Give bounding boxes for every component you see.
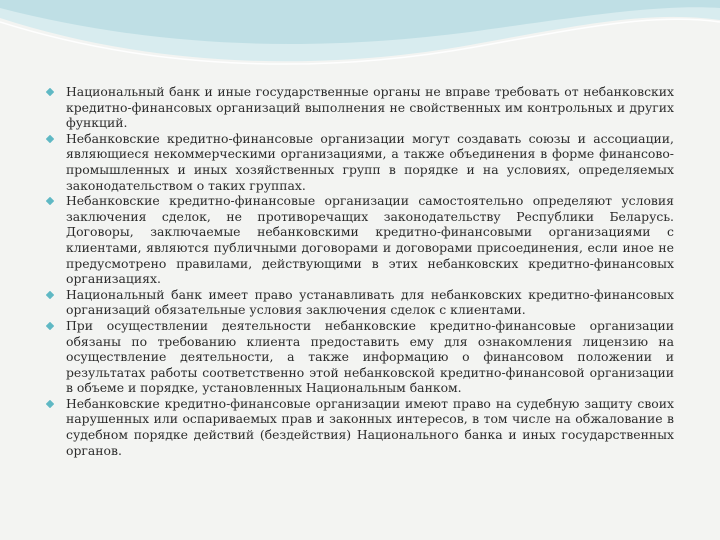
bullet-icon (46, 197, 54, 205)
bullet-icon (46, 135, 54, 143)
bullet-text: Небанковские кредитно-финансовые организации могут создавать союзы и ассоциации, являющиеся некоммерческими организациями, а также объединения в форме финансово-промышленных и иных хозяйственных групп в порядке и на условиях, определяемых законодательством о таких группах. (66, 130, 674, 193)
bullet-item (44, 84, 674, 131)
bullet-item (44, 287, 674, 318)
bullet-icon (46, 88, 54, 96)
bullet-text: Национальный банк имеет право устанавливать для небанковских кредитно-финансовых организаций обязательные условия заключения сделок с клиентами. (66, 286, 674, 318)
bullet-item (44, 396, 674, 458)
bullet-text: Национальный банк и иные государственные органы не вправе требовать от небанковских кредитно-финансовых организаций выполнения не свойственных им контрольных и других функций. (66, 84, 674, 131)
bullet-item (44, 318, 674, 396)
bullet-item (44, 193, 674, 287)
slide-content (44, 84, 674, 458)
bullet-icon (46, 322, 54, 330)
bullet-icon (46, 400, 54, 408)
bullet-icon (46, 291, 54, 299)
bullet-item (44, 131, 674, 193)
bullet-text: Небанковские кредитно-финансовые организации самостоятельно определяют условия заключения сделок, не противоречащих законодательству Республики Беларусь. Договоры, заключаемые небанковскими кредитно-финансовыми организациями с клиентами, являются публичными договорами и договорами присоединения, если иное не предусмотрено правилами, действующими в этих небанковских кредитно-финансовых организациях. (66, 193, 674, 287)
bullet-text: При осуществлении деятельности небанковские кредитно-финансовые организации обязаны по требованию клиента предоставить ему для ознакомления лицензию на осуществление деятельности, а также информацию о финансовом положении и результатах работы соответственно этой небанковской кредитно-финансовой организации в объеме и порядке, установленных Национальным банком. (66, 317, 674, 396)
bullet-text: Небанковские кредитно-финансовые организации имеют право на судебную защиту своих нарушенных или оспариваемых прав и законных интересов, в том числе на обжалование в судебном порядке действий (бездействия) Национального банка и иных государственных органов. (66, 395, 674, 458)
bullet-list (44, 84, 674, 458)
decorative-wave (0, 0, 720, 80)
